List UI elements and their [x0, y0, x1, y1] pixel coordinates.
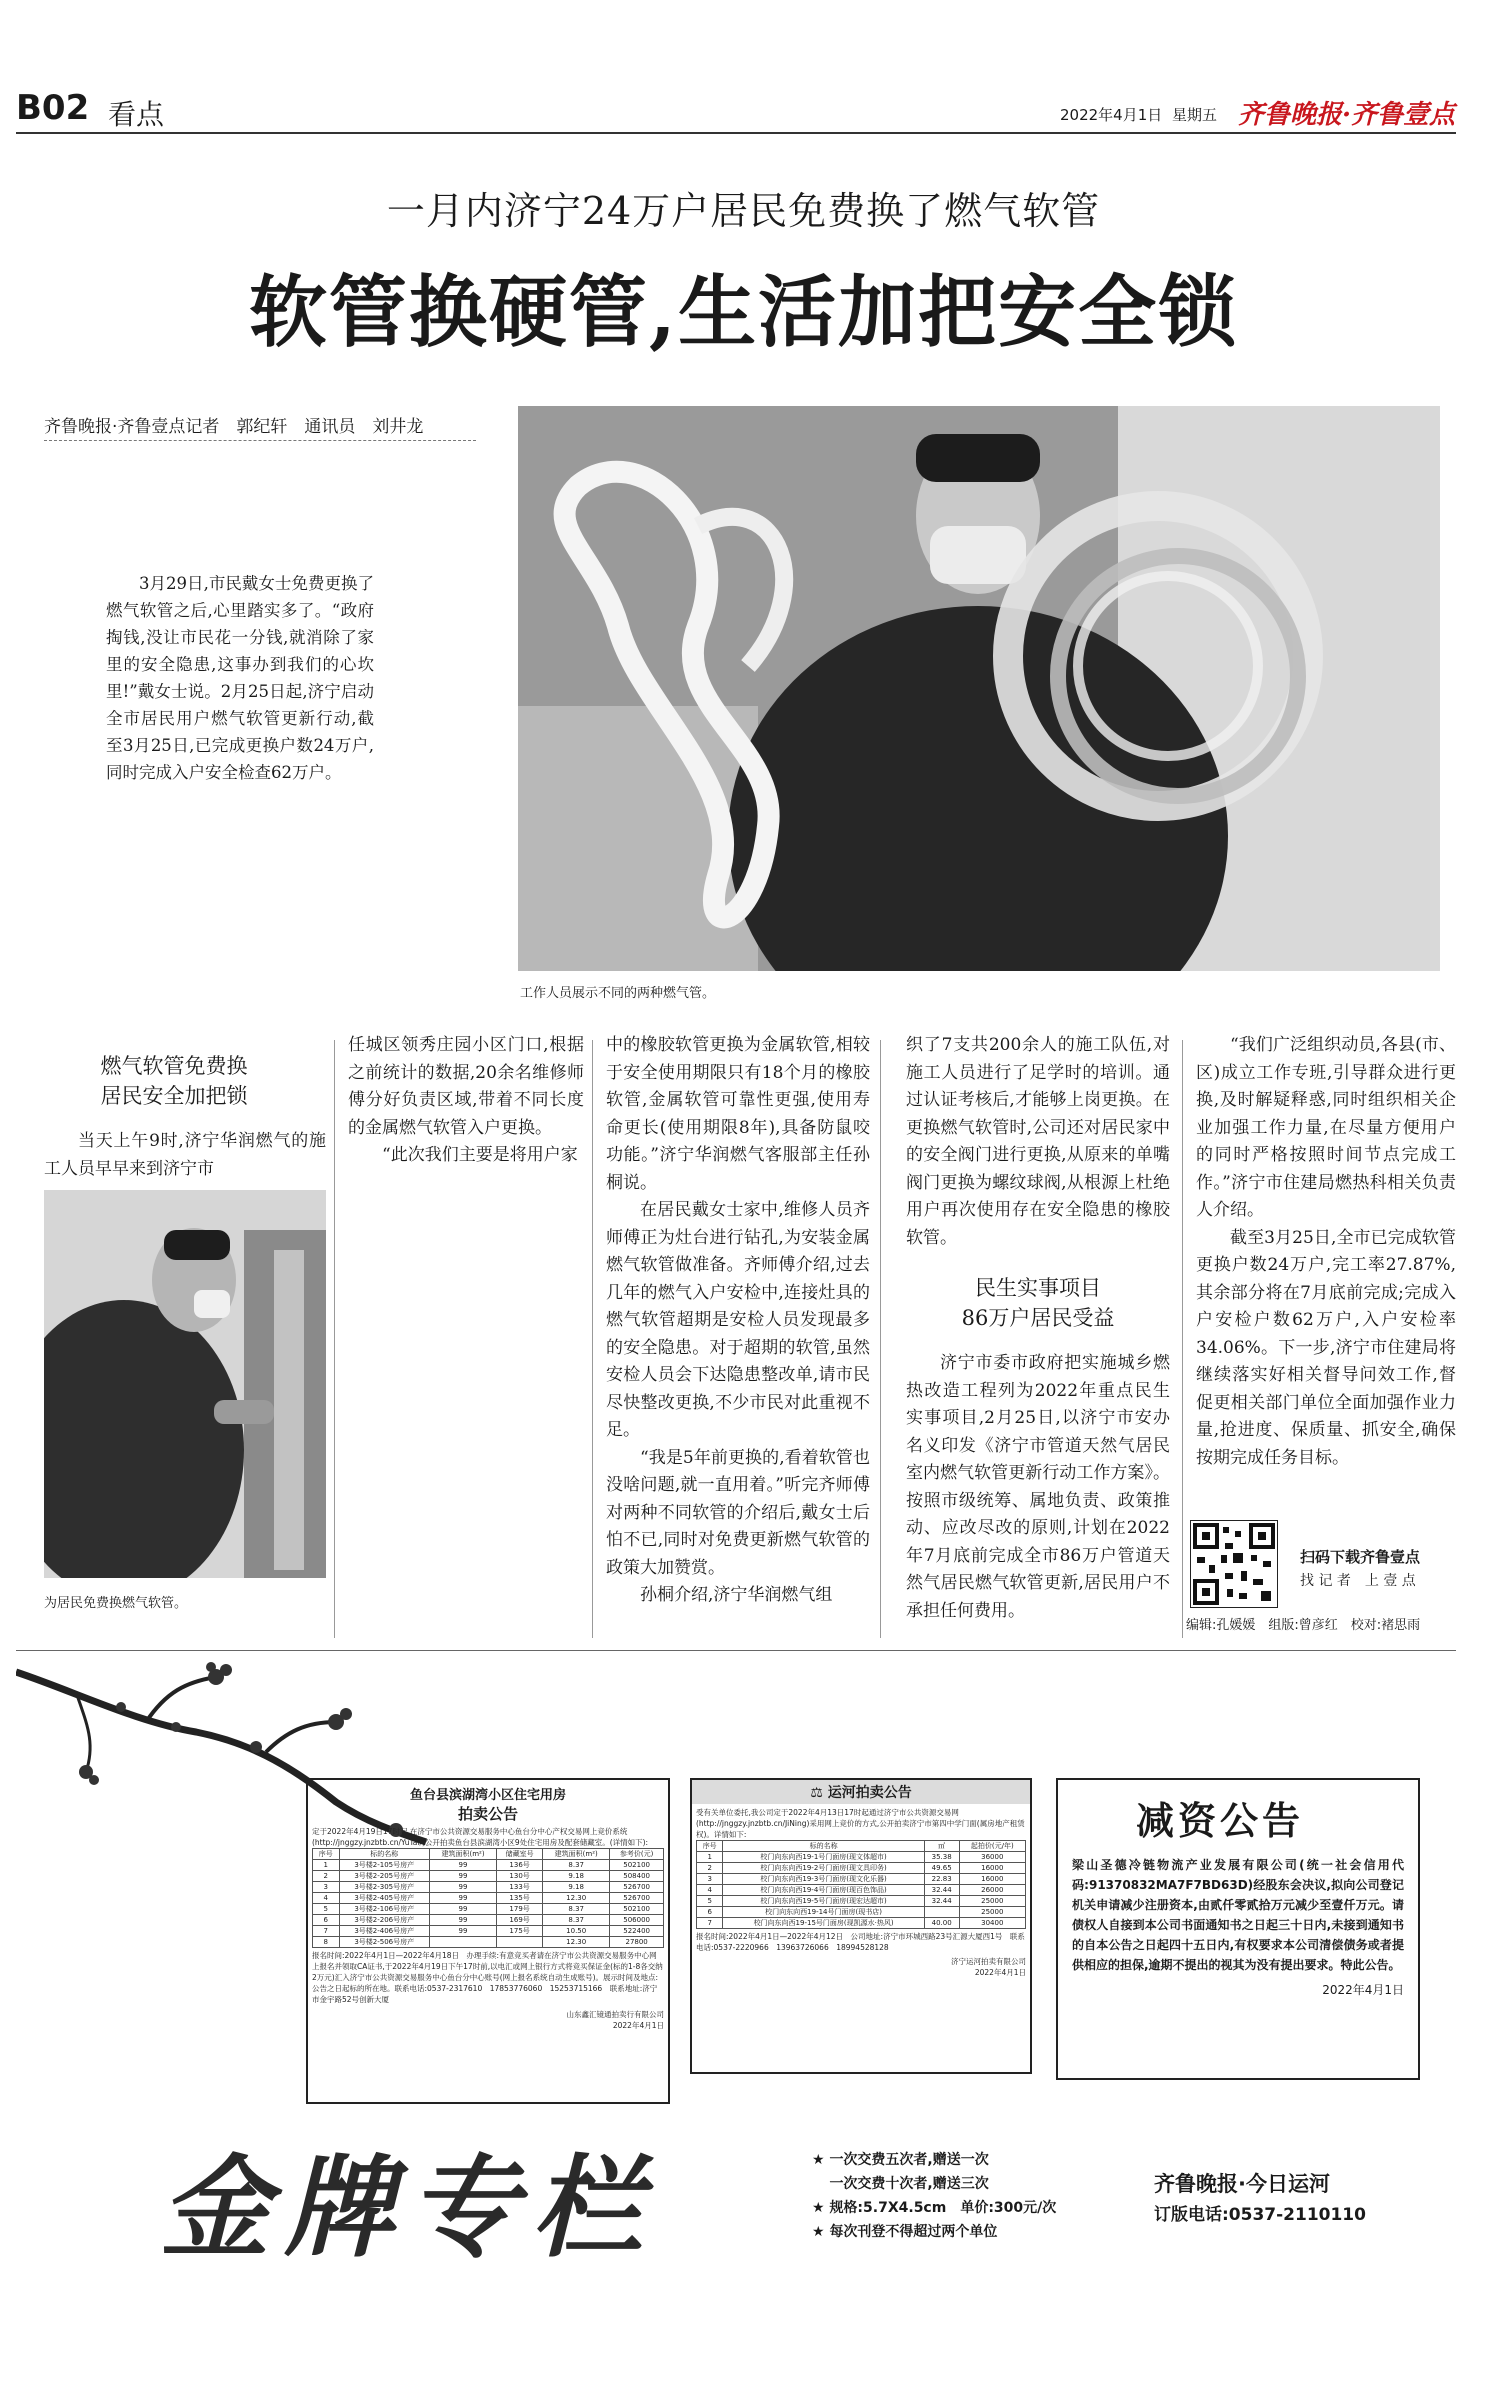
auction-2-notes: 报名时间:2022年4月1日—2022年4月12日 公司地址:济宁市环城西路23号汇源大厦西1号 联系电话:0537-2220966 13963726066 18994528128 — [696, 1932, 1025, 1952]
table-cell: 30400 — [959, 1918, 1025, 1929]
list-item: ★ 每次刊登不得超过两个单位 — [812, 2224, 998, 2240]
issue-date: 2022年4月1日 — [1060, 106, 1163, 124]
table-cell: 8 — [313, 1937, 340, 1948]
column-header: ㎡ — [924, 1841, 959, 1852]
byline-rule — [44, 440, 476, 441]
table-cell: 9.18 — [543, 1871, 610, 1882]
auction-1-subtitle: 拍卖公告 — [457, 1805, 518, 1823]
table-cell: 12.30 — [543, 1937, 610, 1948]
table-row — [697, 1918, 1026, 1929]
subhead-1-line-2: 居民安全加把锁 — [100, 1084, 248, 1108]
table-cell: 3 — [313, 1882, 340, 1893]
table-cell: 99 — [429, 1882, 496, 1893]
body-column-1: 当天上午9时,济宁华润燃气的施工人员早早来到济宁市 — [44, 1131, 326, 1179]
second-photo-caption: 为居民免费换燃气软管。 — [44, 1596, 188, 1611]
table-row — [313, 1860, 664, 1871]
table-row — [313, 1882, 664, 1893]
auction-ad-2 — [690, 1778, 1032, 2074]
body-column-2: 任城区领秀庄园小区门口,根据之前统计的数据,20余名维修师傅分好负责区域,带着不同长度的金属燃气软管入户更换。 “此次我们主要是将用户家 — [348, 1035, 584, 1165]
table-cell — [497, 1937, 543, 1948]
table-cell: 35.38 — [924, 1852, 959, 1863]
table-cell: 校门向东向西19-4号门面房(现百色饰品) — [723, 1885, 924, 1896]
capital-reduction-notice — [1056, 1778, 1420, 2080]
table-cell: 7 — [697, 1918, 723, 1929]
list-item: ★ 一次交费五次者,赠送一次 — [812, 2152, 989, 2168]
table-cell: 2 — [697, 1863, 723, 1874]
table-row — [313, 1915, 664, 1926]
table-cell: 8.37 — [543, 1915, 610, 1926]
subhead-2-line-2: 86万户居民受益 — [961, 1306, 1115, 1330]
table-cell: 99 — [429, 1915, 496, 1926]
headline-kicker: 一月内济宁24万户居民免费换了燃气软管 — [386, 189, 1101, 233]
table-header-row — [313, 1849, 664, 1860]
table-cell: 3号楼2-406号房产 — [339, 1926, 429, 1937]
table-cell: 22.83 — [924, 1874, 959, 1885]
banner-bullets — [812, 2148, 1056, 2244]
header-rule — [16, 132, 1456, 134]
table-row — [697, 1907, 1026, 1918]
table-row — [697, 1863, 1026, 1874]
table-cell: 526700 — [610, 1882, 664, 1893]
main-photo-caption: 工作人员展示不同的两种燃气管。 — [520, 986, 716, 1001]
table-cell: 校门向东向西19-1号门面房(现文体超市) — [723, 1852, 924, 1863]
table-cell — [924, 1907, 959, 1918]
table-row — [697, 1885, 1026, 1896]
auction-1-title: 鱼台县滨湖湾小区住宅用房 — [409, 1788, 566, 1803]
auction-1-issuer: 山东鑫汇镜通拍卖行有限公司 — [566, 2010, 664, 2019]
table-cell: 49.65 — [924, 1863, 959, 1874]
table-cell: 99 — [429, 1871, 496, 1882]
auction-1-notes: 报名时间:2022年4月1日—2022年4月18日 办理手续:有意竞买者请在济宁市公共资源交易服务中心网上报名并领取CA证书,于2022年4月19日下午17时前,以电汇或网上银行方式将竞买保证金(标的1-8各交纳2万元)汇入济宁市公共资源交易服务中心鱼台分中心账号(网上报名系统自动生成账号)。展示时间及地点:公告之日起标的所在地。联系电话:0537-2317610 17853776060 15253715166 联系地址:济宁市金宇路52号创新大厦 — [312, 1951, 663, 2004]
page-code: B02 — [16, 88, 90, 128]
table-cell: 526700 — [610, 1893, 664, 1904]
table-cell: 25000 — [959, 1896, 1025, 1907]
subhead-2-line-1: 民生实事项目 — [975, 1276, 1101, 1300]
auction-1-intro: 定于2022年4月19日17时起,在济宁市公共资源交易服务中心鱼台分中心产权交易网上竞价系统(http://jnggzy.jnzbtb.cn/YuTai/)公开拍卖鱼台县滨湖湾小区9处住宅用房及配套储藏室。(详情如下): — [312, 1827, 649, 1847]
column-header: 建筑面积(m²) — [429, 1849, 496, 1860]
worker-photo-illustration — [44, 1190, 326, 1578]
table-cell: 3号楼2-206号房产 — [339, 1915, 429, 1926]
table-cell: 校门向东向西19-5号门面房(现宏达超市) — [723, 1896, 924, 1907]
qr-caption-line-2: 找 记 者 上 壹 点 — [1300, 1573, 1416, 1589]
table-cell: 4 — [313, 1893, 340, 1904]
table-cell: 179号 — [497, 1904, 543, 1915]
table-cell: 5 — [697, 1896, 723, 1907]
table-cell: 3号楼2-305号房产 — [339, 1882, 429, 1893]
column-header: 序号 — [697, 1841, 723, 1852]
table-cell: 522400 — [610, 1926, 664, 1937]
table-header-row — [697, 1841, 1026, 1852]
table-cell: 3号楼2-405号房产 — [339, 1893, 429, 1904]
banner-phone: 订版电话:0537-2110110 — [1154, 2205, 1366, 2225]
qr-code[interactable] — [1190, 1520, 1278, 1608]
column-divider — [592, 1040, 593, 1638]
auction-2-date: 2022年4月1日 — [974, 1968, 1026, 1977]
table-cell: 136号 — [497, 1860, 543, 1871]
headline-title: 软管换硬管,生活加把安全锁 — [248, 267, 1239, 358]
banner-brand: 齐鲁晚报·今日运河 — [1154, 2172, 1330, 2196]
auction-ad-1 — [306, 1778, 670, 2104]
table-cell: 36000 — [959, 1852, 1025, 1863]
table-cell: 7 — [313, 1926, 340, 1937]
table-cell: 175号 — [497, 1926, 543, 1937]
table-cell: 502100 — [610, 1904, 664, 1915]
table-cell: 12.30 — [543, 1893, 610, 1904]
gavel-icon: ⚖ — [810, 1785, 828, 1801]
table-row — [313, 1871, 664, 1882]
editors-credit: 编辑:孔媛媛 组版:曾彦红 校对:褚思雨 — [1186, 1618, 1421, 1633]
capital-notice-date: 2022年4月1日 — [1322, 1983, 1404, 1997]
table-cell: 40.00 — [924, 1918, 959, 1929]
gas-hose-photo-illustration — [518, 406, 1440, 971]
auction-1-table — [312, 1848, 664, 1948]
table-cell: 99 — [429, 1893, 496, 1904]
table-cell: 3号楼2-205号房产 — [339, 1871, 429, 1882]
column-header: 参考价(元) — [610, 1849, 664, 1860]
table-cell: 3号楼2-506号房产 — [339, 1937, 429, 1948]
ad-section-rule — [16, 1650, 1456, 1651]
table-cell: 169号 — [497, 1915, 543, 1926]
section-name: 看点 — [108, 98, 165, 131]
table-cell: 校门向东向西19-14号门面房(现书店) — [723, 1907, 924, 1918]
table-cell: 4 — [697, 1885, 723, 1896]
table-cell: 26000 — [959, 1885, 1025, 1896]
table-row — [697, 1874, 1026, 1885]
column-header: 储藏室号 — [497, 1849, 543, 1860]
table-cell: 1 — [313, 1860, 340, 1871]
star-icon: ★ — [812, 2224, 830, 2240]
table-cell: 校门向东向西19-15号门面房(现凯源水·热风) — [723, 1918, 924, 1929]
byline: 齐鲁晚报·齐鲁壹点记者 郭纪轩 通讯员 刘井龙 — [44, 417, 424, 437]
table-cell: 校门向东向西19-3号门面房(现文化乐器) — [723, 1874, 924, 1885]
issue-weekday: 星期五 — [1172, 106, 1218, 124]
table-cell — [429, 1937, 496, 1948]
star-icon: ★ — [812, 2200, 830, 2216]
table-cell: 27800 — [610, 1937, 664, 1948]
table-cell: 8.37 — [543, 1904, 610, 1915]
column-header: 建筑面积(m²) — [543, 1849, 610, 1860]
capital-notice-title: 减资公告 — [1136, 1798, 1305, 1843]
table-cell: 32.44 — [924, 1896, 959, 1907]
lead-paragraph: 3月29日,市民戴女士免费更换了燃气软管之后,心里踏实多了。“政府掏钱,没让市民花一分钱,就消除了家里的安全隐患,这事办到我们的心坎里!”戴女士说。2月25日起,济宁启动全市居民用户燃气软管更新行动,截至3月25日,已完成更换户数24万户,同时完成入户安全检查62万户。 — [106, 574, 374, 782]
body-column-4a: 织了7支共200余人的施工队伍,对施工人员进行了足学时的培训。通过认证考核后,才能够上岗更换。在更换燃气软管时,公司还对居民家中的安全阀门进行更换,从原来的单嘴阀门更换为螺纹球阀,从根源上杜绝用户再次使用存在安全隐患的橡胶软管。 — [906, 1035, 1170, 1248]
auction-2-intro: 受有关单位委托,我公司定于2022年4月13日17时起通过济宁市公共资源交易网(http://jnggzy.jnzbtb.cn/JiNing)采用网上竞价的方式,公开拍卖济宁市第四中学门面(属房地产租赁权)。详情如下: — [696, 1808, 1025, 1839]
table-row — [313, 1904, 664, 1915]
table-cell: 6 — [697, 1907, 723, 1918]
table-cell: 10.50 — [543, 1926, 610, 1937]
qr-code-icon — [1191, 1521, 1277, 1607]
table-cell: 3号楼2-106号房产 — [339, 1904, 429, 1915]
auction-2-issuer: 济宁运河拍卖有限公司 — [951, 1957, 1026, 1966]
table-cell: 99 — [429, 1926, 496, 1937]
body-column-5: “我们广泛组织动员,各县(市、区)成立工作专班,引导群众进行更换,及时解疑释惑,同时组织相关企业加强工作力量,在尽量方便用户的同时严格按照时间节点完成工作。”济宁市住建局燃热科相关负责人介绍。 截至3月25日,全市已完成软管更换户数24万户,完工率27.87%,其余部分将在7月底前完成;完成入户安检户数62万户,入户安检率34.06%。下一步,济宁市住建局将继续落实好相关督导问效工作,督促更相关部门单位全面加强作业力量,抢进度、保质量、抓安全,确保按期完成任务目标。 — [1196, 1035, 1456, 1468]
auction-2-table — [696, 1840, 1026, 1929]
table-row — [313, 1893, 664, 1904]
table-cell: 502100 — [610, 1860, 664, 1871]
table-row — [313, 1926, 664, 1937]
star-icon: ★ — [812, 2152, 830, 2168]
table-cell: 3 — [697, 1874, 723, 1885]
table-cell: 133号 — [497, 1882, 543, 1893]
table-row — [697, 1852, 1026, 1863]
body-column-3: 中的橡胶软管更换为金属软管,相较于安全使用期限只有18个月的橡胶软管,金属软管可靠性更强,使用寿命更长(使用期限8年),具备防鼠咬功能。”济宁华润燃气客服部主任孙桐说。 在居民戴女士家中,维修人员齐师傅正为灶台进行钻孔,为安装金属燃气软管做准备。齐师傅介绍,过去几年的燃气入户安检中,连接灶具的燃气软管超期是安检人员发现最多的安全隐患。对于超期的软管,虽然安检人员会下达隐患整改单,请市民尽快整改更换,不少市民对此重视不足。 “我是5年前更换的,看着软管也没啥问题,就一直用着。”听完齐师傅对两种不同软管的介绍后,戴女士后怕不已,同时对免费更新燃气软管的政策大加赞赏。 孙桐介绍,济宁华润燃气组 — [606, 1035, 870, 1605]
body-column-4b: 济宁市委市政府把实施城乡燃热改造工程列为2022年重点民生实事项目,2月25日,以济宁市安办名义印发《济宁市管道天然气居民室内燃气软管更新行动工作方案》。按照市级统筹、属地负责、政策推动、应改尽改的原则,计划在2022年7月底前完成全市86万户管道天然气居民燃气软管更新,居民用户不承担任何费用。 — [906, 1353, 1170, 1621]
capital-notice-body: 梁山圣德冷链物流产业发展有限公司(统一社会信用代码:91370832MA7F7BD63D)经股东会决议,拟向公司登记机关申请减少注册资本,由贰仟零贰拾万元减少至壹仟万元。请债权人自接到本公司书面通知书之日起三十日内,未接到通知书的自本公告之日起四十五日内,有权要求本公司清偿债务或者提供相应的担保,逾期不提出的视其为没有提出要求。特此公告。 — [1072, 1858, 1404, 1972]
table-cell: 5 — [313, 1904, 340, 1915]
table-cell: 506000 — [610, 1915, 664, 1926]
table-cell: 508400 — [610, 1871, 664, 1882]
column-divider — [334, 1040, 335, 1638]
subhead-1-line-1: 燃气软管免费换 — [100, 1054, 248, 1078]
table-cell: 16000 — [959, 1874, 1025, 1885]
table-cell: 99 — [429, 1860, 496, 1871]
table-cell: 1 — [697, 1852, 723, 1863]
auction-1-date: 2022年4月1日 — [612, 2021, 664, 2030]
column-divider — [1182, 1040, 1183, 1638]
column-divider — [880, 1040, 881, 1638]
second-photo — [44, 1190, 326, 1578]
column-header: 起拍价(元/年) — [959, 1841, 1025, 1852]
column-header: 序号 — [313, 1849, 340, 1860]
table-row — [313, 1937, 664, 1948]
column-header: 标的名称 — [723, 1841, 924, 1852]
table-cell: 99 — [429, 1904, 496, 1915]
auction-2-title: ⚖ 运河拍卖公告 — [692, 1780, 1030, 1804]
table-cell: 16000 — [959, 1863, 1025, 1874]
column-header: 标的名称 — [339, 1849, 429, 1860]
gold-column-calligraphy: 金牌专栏 — [160, 2143, 656, 2272]
main-photo — [518, 406, 1440, 971]
table-cell: 校门向东向西19-2号门面房(现文具印务) — [723, 1863, 924, 1874]
table-cell: 130号 — [497, 1871, 543, 1882]
table-cell: 25000 — [959, 1907, 1025, 1918]
table-cell: 2 — [313, 1871, 340, 1882]
table-row — [697, 1896, 1026, 1907]
list-item: ★ 规格:5.7X4.5cm 单价:300元/次 — [812, 2200, 1057, 2216]
table-cell: 3号楼2-105号房产 — [339, 1860, 429, 1871]
masthead-logo: 齐鲁晚报·齐鲁壹点 — [1238, 100, 1456, 130]
table-cell: 32.44 — [924, 1885, 959, 1896]
table-cell: 9.18 — [543, 1882, 610, 1893]
table-cell: 8.37 — [543, 1860, 610, 1871]
table-cell: 6 — [313, 1915, 340, 1926]
table-cell: 135号 — [497, 1893, 543, 1904]
qr-caption-line-1: 扫码下载齐鲁壹点 — [1300, 1548, 1421, 1566]
list-item: 一次交费十次者,赠送三次 — [829, 2176, 989, 2192]
